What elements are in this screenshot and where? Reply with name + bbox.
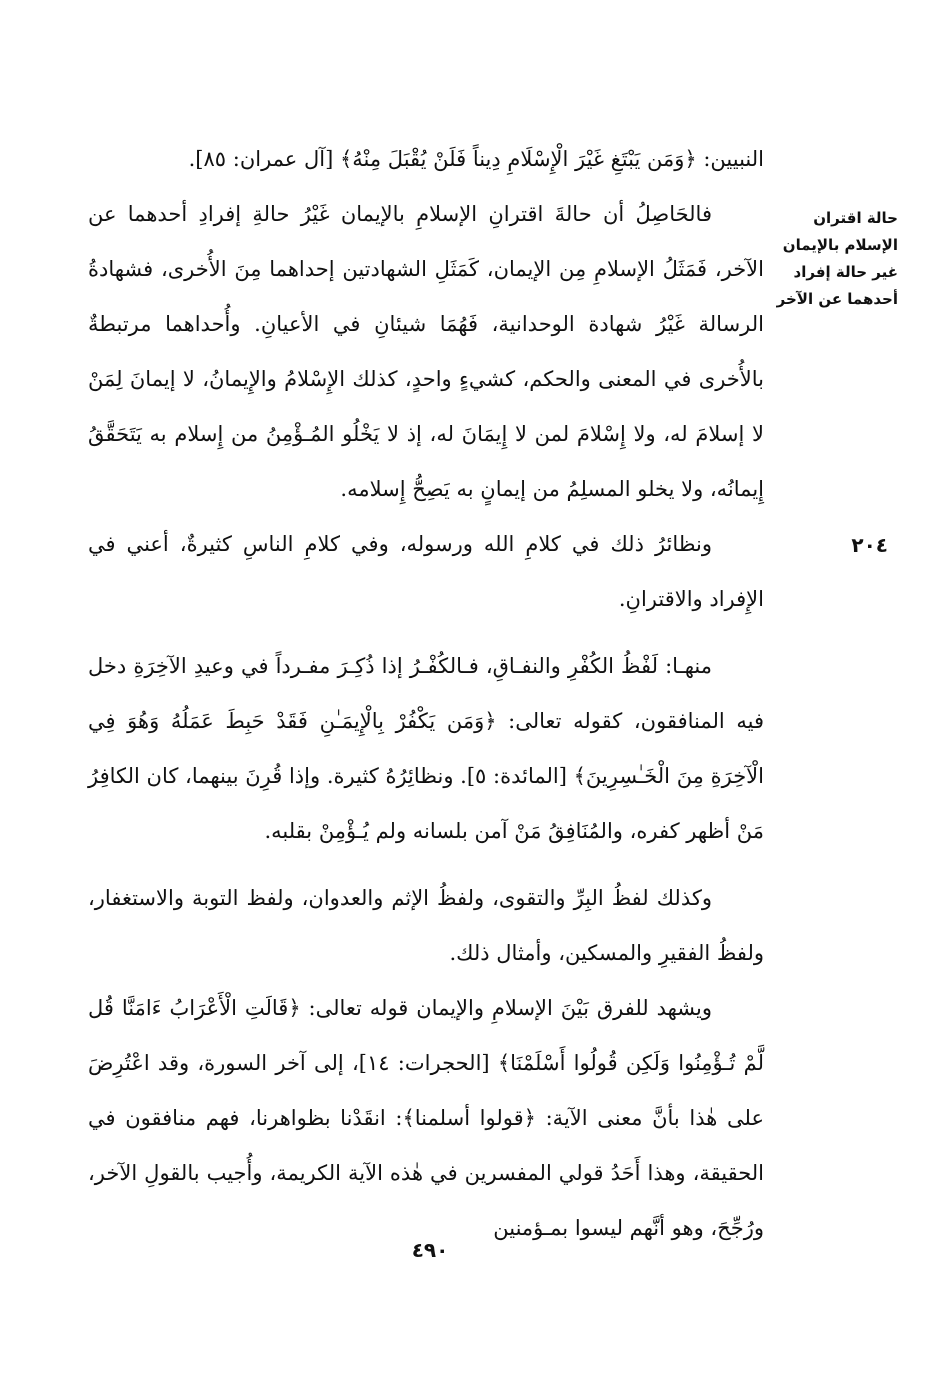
margin-heading: حالة اقتران الإسلام بالإيمان غير حالة إفراد أحدهما عن الآخر <box>776 209 898 308</box>
paragraph-3: ونظائرُ ذلك في كلامِ الله ورسوله، وفي كلامِ الناسِ كثيرةٌ، أعني في الإِفراد والاقترانِ. <box>88 532 764 611</box>
paragraph-1: النبيين: ﴿وَمَن يَبْتَغِ غَيْرَ الْإِسْلَامِ دِيناً فَلَنْ يُقْبَلَ مِنْهُ﴾ [آل عمران: ٨٥]. <box>188 147 764 171</box>
paragraph-4: منهـا: لَفْظُ الكُفْرِ والنفـاقِ، فـالكُفْـرُ إذا ذُكِـرَ مفـرداً في وعيدِ الآخِرَةِ دخل فيه المنافقون، كقوله تعالى: ﴿وَمَن يَكْفُرْ بِالْإِيمَـٰنِ فَقَدْ حَبِطَ عَمَلُهُ وَهُوَ فِي الْآخِرَةِ مِنَ الْخَـٰسِرِينَ﴾ [المائدة: ٥]. ونظائِرُهُ كثيرة. وإذا قُرِنَ بينهما، كان الكافِرُ مَنْ أظهر كفره، والمُنَافِقُ مَنْ آمن بلسانه ولم يُـؤْمِنْ بقلبه. <box>88 654 764 843</box>
paragraph-2: فالحَاصِلُ أن حالةَ اقترانِ الإسلامِ بالإيمان غَيْرُ حالةِ إفرادِ أحدهما عن الآخر، فَمَثَلُ الإسلامِ مِن الإيمان، كَمَثَلِ الشهادتين إحداهما مِنَ الأُخرى، فشهادةُ الرسالة غَيْرُ شهادة الوحدانية، فَهُمَا شيئانِ في الأعيانِ. وأُحداهما مرتبطةٌ بالأُخرى في المعنى والحكم، كشيءٍ واحدٍ، كذلك الإِسْلامُ والإِيمانُ، لا إيمانَ لِمَنْ لا إسلامَ له، ولا إِسْلامَ لمن لا إِيمَانَ له، إذ لا يَخْلُو المُـؤْمِنُ من إِسلام به يَتَحَقَّقُ إِيمانُه، ولا يخلو المسلِمُ من إيمانٍ به يَصِحُّ إِسلامه. <box>88 202 764 501</box>
paragraph-6: ويشهد للفرق بَيْنَ الإسلامِ والإيمان قوله تعالى: ﴿قَالَتِ الْأَعْرَابُ ءَامَنَّا قُل لَّمْ تُـؤْمِنُوا وَلَكِن قُولُوا أَسْلَمْنَا﴾ [الحجرات: ١٤]، إلى آخر السورة، وقد اعْتُرِضَ على هٰذا بأنَّ معنى الآية: ﴿قولوا أسلمنا﴾: انقَدْنا بظواهرنا، فهم منافقون في الحقيقة، وهذا أَحَدُ قولي المفسرين في هٰذه الآية الكريمة، وأُجيب بالقولِ الآخر، ورُجِّحَ، وهو أنَّهم ليسوا بمـؤمنين <box>88 996 764 1240</box>
page-number: ٤٩٠ <box>411 1238 449 1262</box>
body-text <box>88 132 764 1256</box>
section-number: ٢٠٤ <box>851 533 888 557</box>
paragraph-5: وكذلك لفظُ البِرِّ والتقوى، ولفظُ الإثم والعدوان، ولفظ التوبة والاستغفار، ولفظُ الفقيرِ والمسكين، وأمثال ذلك. <box>88 886 764 965</box>
